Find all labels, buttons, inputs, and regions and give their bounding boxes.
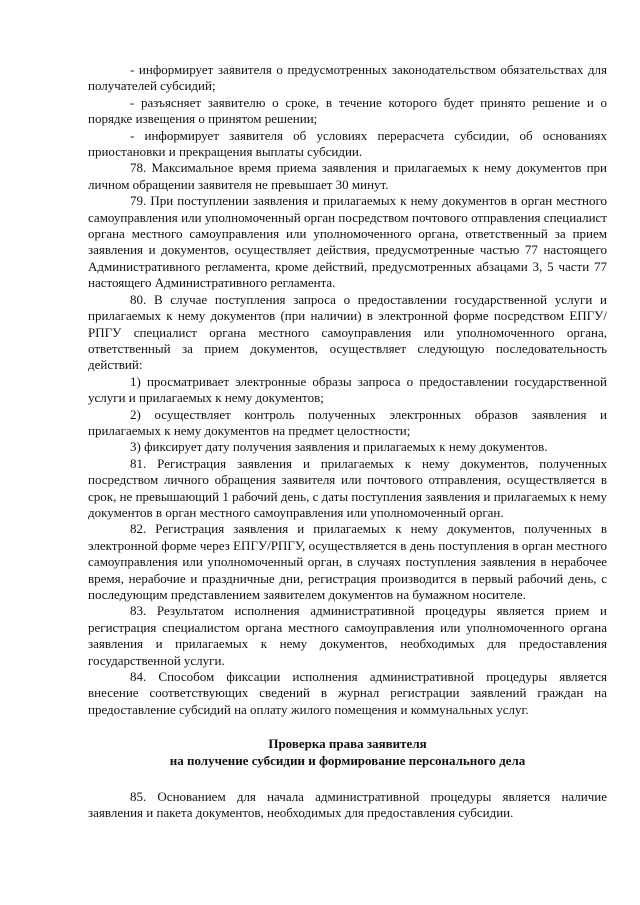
section-heading [88, 736, 607, 769]
paragraph-82: 82. Регистрация заявления и прилагаемых к нему документов, полученных в электронной форме через ЕПГУ/РПГУ, осуществляется в день поступления в орган местного самоуправления или уполномоченный орган, в случаях поступления заявления в нерабочее время, нерабочие и праздничные дни, регистрация производится в первый рабочий день, с последующим представлением заявителем документов на бумажном носителе. [88, 521, 607, 602]
paragraph-81: 81. Регистрация заявления и прилагаемых к нему документов, полученных посредством личного обращения заявителя или почтового отправления, осуществляется в срок, не превышающий 1 рабочий день, с даты поступления заявления и прилагаемых к нему документов в орган местного самоуправления или уполномоченный орган. [88, 455, 607, 520]
paragraph-inform-obligations: - информирует заявителя о предусмотренных законодательством обязательствах для получателей субсидий; [88, 62, 607, 94]
paragraph-80-item-3: 3) фиксирует дату получения заявления и прилагаемых к нему документов. [130, 439, 548, 455]
paragraph-78: 78. Максимальное время приема заявления и прилагаемых к нему документов при личном обращении заявителя не превышает 30 минут. [88, 160, 607, 192]
paragraph-84: 84. Способом фиксации исполнения административной процедуры является внесение соответствующих сведений в журнал регистрации заявлений граждан на предоставление субсидий на оплату жилого помещения и коммунальных услуг. [88, 669, 607, 717]
paragraph-80-item-2: 2) осуществляет контроль полученных электронных образов заявления и прилагаемых к нему документов на предмет целостности; [88, 406, 607, 438]
paragraph-explain-deadline: - разъясняет заявителю о сроке, в течение которого будет принято решение и о порядке извещения о принятом решении; [88, 94, 607, 127]
paragraph-80-item-1: 1) просматривает электронные образы запроса о предоставлении государственной услуги и прилагаемых к нему документов; [88, 373, 607, 406]
paragraph-inform-recalculation: - информирует заявителя об условиях перерасчета субсидии, об основаниях приостановки и прекращения выплаты субсидии. [88, 127, 607, 160]
document-page [88, 62, 607, 822]
paragraph-80: 80. В случае поступления запроса о предоставлении государственной услуги и прилагаемых к нему документов (при наличии) в электронной форме посредством ЕПГУ/РПГУ специалист органа местного самоуправления или уполномоченного органа, ответственный за прием документов, осуществляет следующую последовательность действий: [88, 291, 607, 373]
section-heading-line-1: Проверка права заявителя [268, 736, 427, 752]
paragraph-83: 83. Результатом исполнения административной процедуры является прием и регистрация специалистом органа местного самоуправления или уполномоченного органа заявления и прилагаемых к нему документов, необходимых для предоставления государственной услуги. [88, 603, 607, 668]
paragraph-79: 79. При поступлении заявления и прилагаемых к нему документов в орган местного самоуправления или уполномоченный орган посредством почтового отправления специалист органа местного самоуправления или уполномоченного органа, ответственный за прием заявления и документов, осуществляет действия, предусмотренные частью 77 настоящего Административного регламента, кроме действий, предусмотренных абзацами 3, 5 части 77 настоящего Административного регламента. [88, 193, 607, 291]
section-heading-line-2: на получение субсидии и формирование персонального дела [169, 752, 526, 768]
paragraph-85: 85. Основанием для начала административной процедуры является наличие заявления и пакета документов, необходимых для предоставления субсидии. [88, 789, 607, 821]
